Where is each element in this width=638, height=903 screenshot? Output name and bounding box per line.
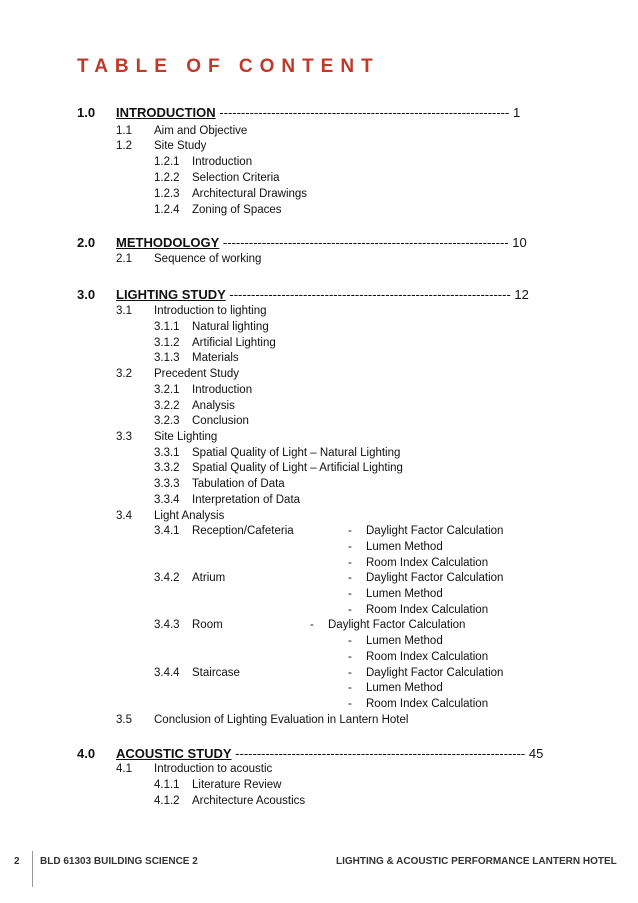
page-number: 2 bbox=[14, 856, 20, 867]
footer-divider bbox=[32, 851, 33, 887]
section-leader: ------------------------------------------------------------------- 45 bbox=[231, 746, 544, 761]
footer-course: BLD 61303 BUILDING SCIENCE 2 bbox=[40, 856, 198, 867]
section-number: 1.0 bbox=[77, 105, 96, 120]
section-heading: ACOUSTIC STUDY bbox=[116, 746, 232, 761]
section-heading: METHODOLOGY bbox=[116, 235, 220, 250]
section-number: 3.0 bbox=[77, 287, 96, 302]
section-number: 4.0 bbox=[77, 746, 96, 761]
footer-report-title: LIGHTING & ACOUSTIC PERFORMANCE LANTERN HOTEL bbox=[336, 856, 617, 867]
section-heading: INTRODUCTION bbox=[116, 105, 216, 120]
section-heading: LIGHTING STUDY bbox=[116, 287, 226, 302]
section-leader: ----------------------------------------------------------------- 12 bbox=[225, 287, 529, 302]
section-leader: ------------------------------------------------------------------ 10 bbox=[219, 235, 527, 250]
page-title: TABLE OF CONTENT bbox=[77, 56, 380, 77]
section-leader: ------------------------------------------------------------------- 1 bbox=[215, 105, 521, 120]
section-number: 2.0 bbox=[77, 235, 96, 250]
